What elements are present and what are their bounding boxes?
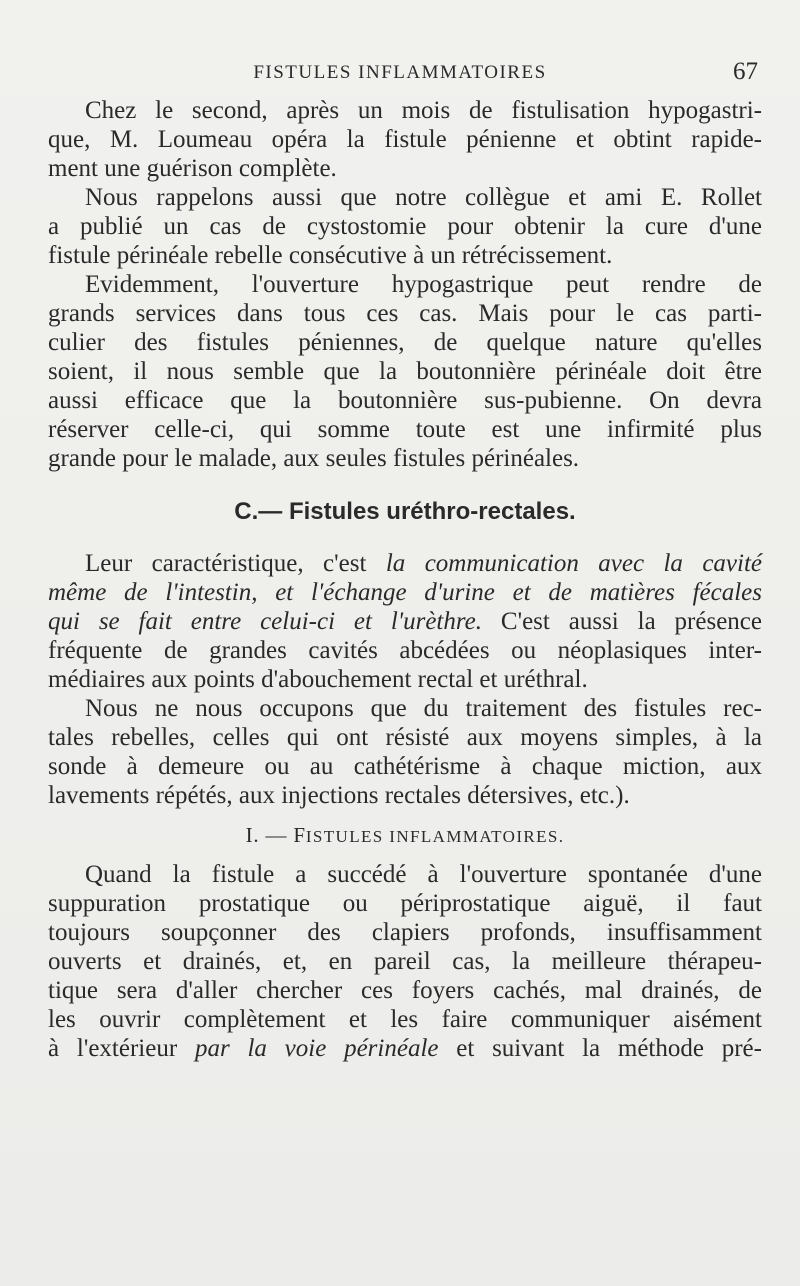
text-line: Nous ne nous occupons que du traitement des fistules rec- [85,695,762,722]
text-line: sonde à demeure ou au cathétérisme à chaque miction, aux [48,753,762,780]
paragraph-2 [48,183,762,270]
text-line [48,607,762,636]
text-span: et suivant la méthode pré- [438,1035,762,1062]
text-line: culier des fistules péniennes, de quelque nature qu'elles [48,329,762,356]
text-line: Evidemment, l'ouverture hypogastrique peut rendre de [85,271,762,298]
paragraph-1 [48,96,762,183]
text-line [48,1034,762,1063]
running-head [34,58,766,88]
text-line: que, M. Loumeau opéra la fistule pénienne et obtint rapide- [48,126,762,153]
text-line: grands services dans tous ces cas. Mais pour le cas parti- [48,300,762,327]
text-line: ment une guérison complète. [48,155,337,182]
text-line: Nous rappelons aussi que notre collègue et ami E. Rollet [85,184,762,211]
text-line: grande pour le malade, aux seules fistules périnéales. [48,445,580,472]
text-span: Leur caractéristique, c'est [85,550,386,577]
text-span: C'est aussi la présence [482,608,762,635]
text-line: les ouvrir complètement et les faire communiquer aisément [48,1006,762,1033]
text-line: lavements répétés, aux injections rectales détersives, etc.). [48,782,630,809]
text-line: Chez le second, après un mois de fistulisation hypogastri- [85,97,762,124]
subsection-heading [48,818,762,852]
section-heading: C.— Fistules uréthro-rectales. [234,498,576,525]
body-text [48,96,762,1063]
subsection-title-rest: ISTULES INFLAMMATOIRES. [305,827,565,846]
text-line [48,549,762,578]
text-line: fistule périnéale rebelle consécutive à un rétrécissement. [48,242,613,269]
text-line: fréquente de grandes cavités abcédées ou néoplasiques inter- [48,637,762,664]
italic-span: par la voie périnéale [194,1035,439,1062]
text-line: médiaires aux points d'abouchement rectal et uréthral. [48,666,588,693]
text-line: suppuration prostatique ou périprostatique aiguë, il faut [48,890,762,917]
italic-span: même de l'intestin, et l'échange d'urine et de matières fécales [48,579,762,606]
section-c-paragraph-1 [48,549,762,694]
text-line [48,578,762,607]
paragraph-3 [48,270,762,473]
paragraph-final [48,860,762,1063]
text-line: tales rebelles, celles qui ont résisté aux moyens simples, à la [48,724,762,751]
text-line: aussi efficace que la boutonnière sus-pubienne. On devra [48,387,762,414]
italic-span: la communication avec la cavité [385,550,763,577]
text-line: soient, il nous semble que la boutonnière périnéale doit être [48,358,762,385]
subsection-title-initial: F [293,823,306,847]
text-span: à l'extérieur [48,1035,195,1062]
section-c-paragraph-2 [48,694,762,810]
text-line: tique sera d'aller chercher ces foyers cachés, mal drainés, de [48,977,762,1004]
text-line: ouverts et drainés, et, en pareil cas, la meilleure thérapeu- [48,948,762,975]
text-line: Quand la fistule a succédé à l'ouverture spontanée d'une [85,861,762,888]
text-line: toujours soupçonner des clapiers profonds, insuffisamment [48,919,762,946]
subsection-dash: — [265,823,288,847]
running-title: FISTULES INFLAMMATOIRES [253,62,547,83]
text-line: réserver celle-ci, qui somme toute est une infirmité plus [48,416,762,443]
subsection-number: I. [245,823,260,847]
page-number: 67 [733,58,758,85]
text-line: a publié un cas de cystostomie pour obtenir la cure d'une [48,213,762,240]
italic-span: qui se fait entre celui-ci et l'urèthre. [48,608,483,635]
